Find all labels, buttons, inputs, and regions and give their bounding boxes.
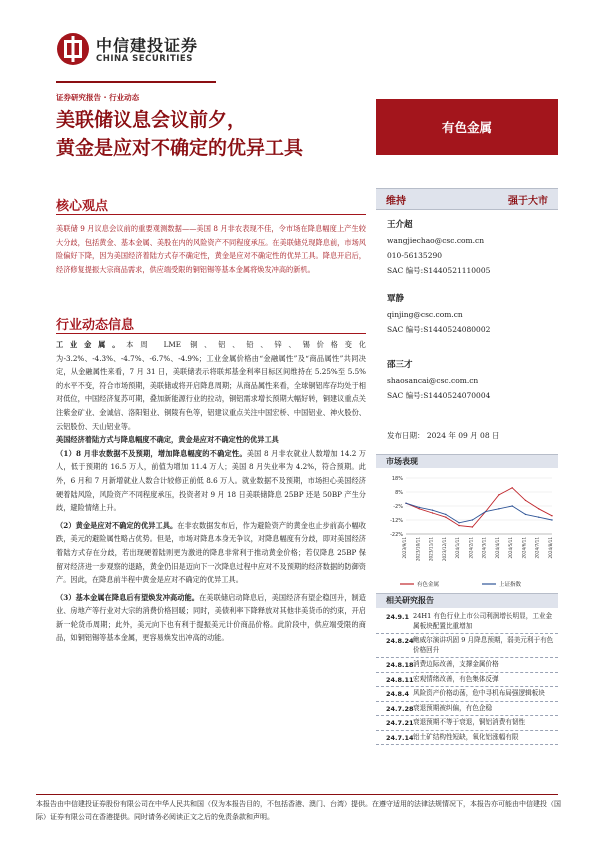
section-divider bbox=[56, 214, 366, 215]
data-point bbox=[525, 500, 526, 501]
y-tick-label: -2% bbox=[393, 504, 403, 510]
related-report-row[interactable] bbox=[376, 731, 558, 746]
core-view-heading: 核心观点 bbox=[56, 199, 109, 214]
data-point bbox=[511, 487, 512, 488]
related-report-date: 24.8.18 bbox=[386, 661, 414, 669]
data-point bbox=[472, 526, 473, 527]
analyst-block bbox=[387, 218, 490, 278]
data-point bbox=[445, 517, 446, 518]
x-tick-label: 2024/4/11 bbox=[494, 537, 500, 559]
related-report-row[interactable] bbox=[376, 702, 558, 717]
rating-action: 维持 bbox=[386, 195, 406, 207]
paragraph-subheading bbox=[56, 433, 366, 447]
logo-name-cn: 中信建投证券 bbox=[96, 36, 199, 55]
analyst-email: shaosancai@csc.com.cn bbox=[387, 376, 479, 385]
paragraph-text: 在美联储启动降息后，美国经济有望企稳回升，制造业、房地产等行业对大宗的消费价格回暖；同时，美债利率下降释放对其他非美货币的约束，开启新一轮货币周期；此外，美元向下也有利于提振美元计价商品价格。此阶段中，供应端受限的商品，如铜铝锡等基本金属，更容易焕发出冲高的动能。 bbox=[56, 592, 366, 643]
data-point bbox=[551, 519, 552, 520]
paragraph-lead: （2）黄金是应对不确定的优异工具。 bbox=[56, 520, 178, 530]
rating-bar bbox=[376, 188, 558, 210]
related-reports-list bbox=[376, 610, 558, 745]
legend-label: 上证指数 bbox=[499, 582, 522, 588]
industry-heading: 行业动态信息 bbox=[56, 318, 135, 333]
data-point bbox=[525, 514, 526, 515]
title-line: 黄金是应对不确定的优异工具 bbox=[56, 137, 304, 159]
data-point bbox=[498, 494, 499, 495]
x-tick-label: 2024/7/11 bbox=[534, 537, 540, 559]
x-tick-label: 2024/1/11 bbox=[455, 537, 461, 559]
data-point bbox=[538, 508, 539, 509]
paragraph-lead: 工业金属。 bbox=[56, 340, 127, 349]
x-tick-label: 2023/10/11 bbox=[415, 537, 421, 562]
paragraph-nonfarm bbox=[56, 447, 366, 515]
paragraph-text: 在非农数据发布后，作为避险资产的黄金也止步前高小幅收跌，美元的避险属性略占优势。但是，市场对降息本身无争议，对降息幅度有分歧，即对美国经济着陆方式存在分歧，若出现硬着陆则更为激进的降息非常利于推动黄金价格；若仅降息 25BP 保留对经济进一步观察的退路，黄金仍旧是迈向下一次降息过程中应对不及预期的经济数据的防御资产。因此，在降息前半程中黄金是应对不确定的优异工具。 bbox=[56, 520, 366, 585]
analyst-phone: 010-56135290 bbox=[387, 251, 443, 260]
data-point bbox=[432, 512, 433, 513]
related-report-row[interactable] bbox=[376, 687, 558, 702]
related-report-row[interactable] bbox=[376, 634, 558, 658]
related-report-title[interactable]: 衰退预期不等于衰退，铜铝消费有韧性 bbox=[413, 718, 526, 726]
paragraph-lead: （3）基本金属在降息后有望焕发冲高动能。 bbox=[56, 592, 200, 602]
title-line: 美联储议息会议前夕， bbox=[56, 109, 247, 131]
report-type: 证券研究报告 · 行业动态 bbox=[56, 93, 140, 102]
paragraph-text: 本周 LME 铜、铝、铅、锌、锡价格变化为-3.2%、-4.3%、-4.7%、-6.7%、-4.9%；工业金属价格由“金融属性”及“商品属性”共同决定，从金融属性来看，7 月 31 日，美联储表示将联邦基金利率目标区间维持在 5.25%至 5.5%的水平不变，符合市场预期，美联储或将开启降息周期；从商品属性来看，全球铜铝库存均处于相对低位，中国经济复苏可期，叠加新能源行业的拉动，铜铝需求增长预期大幅好转，铜建议重点关注紫金矿业、金诚信、洛阳钼业、铜陵有色等，铝建议重点关注中国宏桥、中国铝业、神火股份、云铝股份、天山铝业等。 bbox=[56, 340, 366, 431]
related-report-title[interactable]: 鲍威尔演讲巩固 9 月降息预期，弱美元利于有色价格回升 bbox=[413, 636, 554, 654]
data-point bbox=[472, 519, 473, 520]
company-logo bbox=[56, 30, 216, 74]
disclaimer: 本报告由中信建投证券股份有限公司在中华人民共和国（仅为本报告目的，不包括香港、澳门、台湾）提供。在遵守适用的法律法规情况下，本报告亦可能由中信建投（国际）证券有限公司在香港提供。同时请务必阅读正文之后的免责条款和声明。 bbox=[36, 800, 561, 821]
section-divider bbox=[56, 333, 366, 334]
x-tick-label: 2024/5/11 bbox=[508, 537, 514, 559]
logo-name-en: CHINA SECURITIES bbox=[96, 54, 193, 64]
related-report-date: 24.7.28 bbox=[386, 704, 414, 713]
related-report-row[interactable] bbox=[376, 673, 558, 688]
paragraph-text: 美国 8 月非农就业人数增加 14.2 万人，低于预期的 16.5 万人，前值为增加 11.4 万人；美国 8 月失业率为 4.2%，符合预期。此外，6 月和 7 月新增就业人数合计较修正前低 8.6 万人。就业数据不及预期，市场担心美国经济硬着陆风险，风险资产不同程度承压，投资者对 9 月 18 日美联储降息 25BP 还是 50BP 产生分歧，避险情绪上升。 bbox=[56, 448, 366, 513]
data-point bbox=[419, 508, 420, 509]
paragraph-metals bbox=[56, 338, 366, 433]
paragraph-lead: （1）8 月非农数据不及预期，增加降息幅度的不确定性。 bbox=[56, 448, 247, 458]
analyst-email: wangjiechao@csc.com.cn bbox=[387, 236, 485, 245]
series-line-nonferrous bbox=[406, 488, 552, 527]
paragraph-gold bbox=[56, 519, 366, 587]
related-report-title[interactable]: 风险资产价格动荡，危中寻机布局强逻辑板块 bbox=[413, 689, 545, 697]
related-report-title[interactable]: 衰退预期被纠偏，有色企稳 bbox=[413, 703, 493, 712]
analyst-email: qinjing@csc.com.cn bbox=[387, 310, 463, 319]
logo-mark-icon bbox=[56, 32, 90, 66]
y-tick-label: 18% bbox=[391, 476, 403, 482]
related-report-row[interactable] bbox=[376, 610, 558, 634]
x-tick-label: 2024/2/11 bbox=[468, 537, 474, 559]
publish-date: 发布日期： 2024 年 09 月 08 日 bbox=[387, 431, 500, 440]
analyst-block bbox=[387, 358, 490, 403]
legend-label: 有色金属 bbox=[417, 582, 440, 588]
analyst-sac: SAC 编号:S1440521110005 bbox=[387, 266, 491, 275]
x-tick-label: 2024/8/11 bbox=[548, 537, 553, 559]
data-point bbox=[538, 517, 539, 518]
related-report-date: 24.8.24 bbox=[386, 637, 414, 645]
related-report-title[interactable]: 铝土矿结构性短缺，氧化铝涨幅有限 bbox=[413, 732, 519, 741]
related-report-date: 24.8.4 bbox=[386, 690, 410, 698]
data-point bbox=[432, 510, 433, 511]
header-rule bbox=[56, 81, 216, 83]
x-tick-label: 2024/3/11 bbox=[481, 537, 487, 559]
data-point bbox=[485, 511, 486, 512]
industry-body bbox=[56, 338, 366, 645]
x-tick-label: 2023/9/11 bbox=[402, 537, 407, 559]
related-report-title[interactable]: 消费边际改善，支撑金属价格 bbox=[413, 660, 499, 668]
related-report-title[interactable]: 宏观情绪改善，有色集体反弹 bbox=[413, 674, 499, 683]
related-report-date: 24.7.21 bbox=[386, 719, 414, 727]
data-point bbox=[405, 503, 406, 504]
analyst-name: 覃静 bbox=[387, 294, 405, 304]
related-report-date: 24.8.11 bbox=[386, 675, 414, 684]
market-chart-heading: 市场表现 bbox=[376, 454, 558, 468]
data-point bbox=[445, 514, 446, 515]
core-view-text: 美联储 9 月议息会议前的重要观测数据——美国 8 月非农表现不佳，令市场在降息幅度上产生较大分歧，包括黄金、基本金属、美股在内的风险资产不同程度承压。在美联储兑现降息前，市场风险偏好下降，因为美国经济着陆方式存不确定性，黄金是应对不确定性的优异工具。降息开启后，经济修复提振大宗商品需求，供应端受限的铜铝锡等基本金属将焕发冲高的新机。 bbox=[56, 224, 366, 274]
x-tick-label: 2024/6/11 bbox=[521, 537, 527, 559]
footer-rule bbox=[36, 794, 558, 795]
x-tick-label: 2023/11/11 bbox=[428, 537, 434, 562]
analyst-name: 邵三才 bbox=[387, 360, 413, 370]
paragraph-lead: 美国经济着陆方式与降息幅度不确定，黄金是应对不确定性的优异工具 bbox=[56, 435, 279, 445]
related-report-date: 24.7.14 bbox=[386, 733, 414, 742]
paragraph-base-metals bbox=[56, 591, 366, 645]
related-report-row[interactable] bbox=[376, 658, 558, 673]
y-tick-label: -12% bbox=[390, 518, 403, 524]
analyst-block bbox=[387, 292, 490, 337]
report-title bbox=[56, 106, 376, 162]
analyst-sac: SAC 编号:S1440524080002 bbox=[387, 325, 491, 334]
analyst-sac: SAC 编号:S1440524070004 bbox=[387, 391, 491, 400]
market-performance-chart bbox=[380, 470, 558, 592]
data-point bbox=[551, 515, 552, 516]
related-report-date: 24.9.1 bbox=[386, 613, 410, 621]
x-tick-label: 2023/12/11 bbox=[441, 537, 447, 562]
data-point bbox=[419, 507, 420, 508]
y-tick-label: 8% bbox=[395, 490, 403, 496]
related-reports-heading: 相关研究报告 bbox=[376, 593, 558, 608]
related-report-title[interactable]: 24H1 有色行业上市公司利润增长明显，工业金属板块配置比重增加 bbox=[413, 612, 553, 630]
analyst-name: 王介超 bbox=[387, 220, 413, 230]
y-tick-label: -22% bbox=[390, 532, 403, 538]
rating-value: 强于大市 bbox=[508, 195, 548, 207]
related-report-row[interactable] bbox=[376, 716, 558, 731]
data-point bbox=[458, 522, 459, 523]
data-point bbox=[498, 508, 499, 509]
data-point bbox=[511, 505, 512, 506]
data-point bbox=[458, 525, 459, 526]
sector-badge: 有色金属 bbox=[376, 99, 558, 155]
